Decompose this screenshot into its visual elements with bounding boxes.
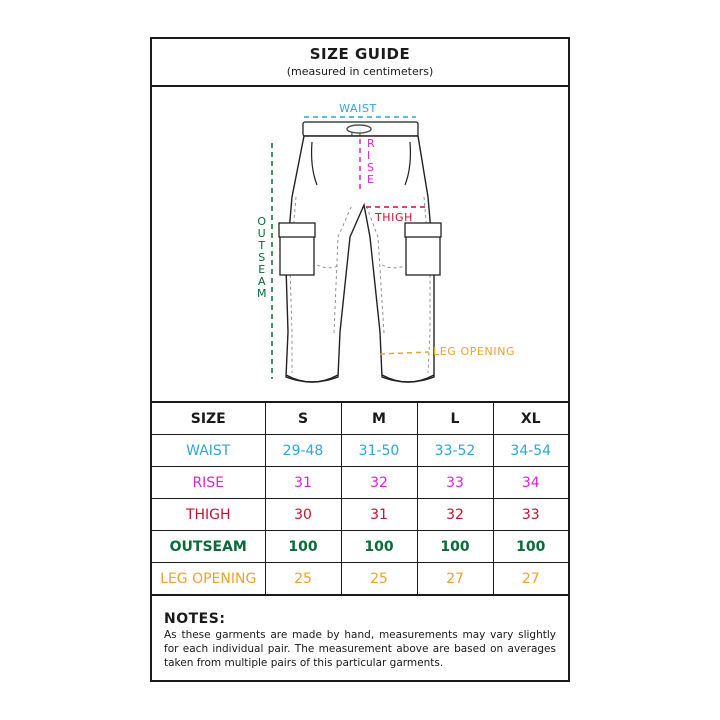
- cell-outseam-xl: 100: [493, 531, 568, 563]
- thigh-label: THIGH: [374, 211, 414, 224]
- cell-outseam-l: 100: [417, 531, 493, 563]
- row-label-waist: WAIST: [152, 435, 265, 467]
- table-header-row: [152, 402, 568, 435]
- cell-rise-m: 32: [341, 467, 417, 499]
- cell-thigh-l: 32: [417, 499, 493, 531]
- row-label-thigh: THIGH: [152, 499, 265, 531]
- cell-thigh-xl: 33: [493, 499, 568, 531]
- cell-waist-xl: 34-54: [493, 435, 568, 467]
- size-table: [152, 401, 568, 596]
- header-l: L: [417, 402, 493, 435]
- cell-outseam-s: 100: [265, 531, 341, 563]
- outseam-label-m: M: [256, 287, 268, 300]
- cell-leg-s: 25: [265, 563, 341, 596]
- notes-heading: NOTES:: [164, 611, 226, 627]
- notes-text: As these garments are made by hand, measurements may vary slightly for each individual pair. The measurement above are based on averages taken from multiple pairs of this particular garments.: [164, 629, 556, 669]
- rise-label-s: S: [367, 161, 375, 174]
- table-row: [152, 435, 568, 467]
- waist-label: WAIST: [339, 102, 377, 115]
- size-guide-card: [150, 37, 570, 682]
- cell-rise-s: 31: [265, 467, 341, 499]
- page-title: SIZE GUIDE: [309, 45, 411, 63]
- row-label-outseam: OUTSEAM: [152, 531, 265, 563]
- rise-label-i: I: [367, 149, 371, 162]
- table-row: [152, 499, 568, 531]
- header-size: SIZE: [152, 402, 265, 435]
- leg-opening-label: LEG OPENING: [433, 345, 516, 358]
- title-box: [152, 39, 568, 87]
- notes-section: [164, 611, 556, 670]
- outseam-label-e: E: [258, 263, 266, 276]
- cell-waist-s: 29-48: [265, 435, 341, 467]
- rise-label-r: R: [367, 137, 376, 150]
- cell-leg-xl: 27: [493, 563, 568, 596]
- right-cargo-flap: [405, 223, 441, 237]
- cell-leg-m: 25: [341, 563, 417, 596]
- header-xl: XL: [493, 402, 568, 435]
- page-subtitle: (measured in centimeters): [286, 65, 434, 78]
- rise-label-e: E: [367, 173, 375, 186]
- cell-leg-l: 27: [417, 563, 493, 596]
- cell-outseam-m: 100: [341, 531, 417, 563]
- outseam-label-a: A: [257, 275, 267, 288]
- table-row: [152, 531, 568, 563]
- cell-rise-xl: 34: [493, 467, 568, 499]
- cell-waist-m: 31-50: [341, 435, 417, 467]
- outseam-label-t: T: [258, 239, 266, 252]
- left-cargo-flap: [279, 223, 315, 237]
- table-row: [152, 467, 568, 499]
- cell-thigh-s: 30: [265, 499, 341, 531]
- table-row: [152, 563, 568, 596]
- header-s: S: [265, 402, 341, 435]
- cell-rise-l: 33: [417, 467, 493, 499]
- row-label-leg-opening: LEG OPENING: [152, 563, 265, 596]
- outseam-label-s: S: [258, 251, 266, 264]
- pants-illustration: [152, 87, 568, 401]
- header-m: M: [341, 402, 417, 435]
- row-label-rise: RISE: [152, 467, 265, 499]
- cell-thigh-m: 31: [341, 499, 417, 531]
- pants-diagram: [152, 87, 568, 401]
- outseam-label-u: U: [257, 227, 267, 240]
- cell-waist-l: 33-52: [417, 435, 493, 467]
- outseam-label-o: O: [257, 215, 267, 228]
